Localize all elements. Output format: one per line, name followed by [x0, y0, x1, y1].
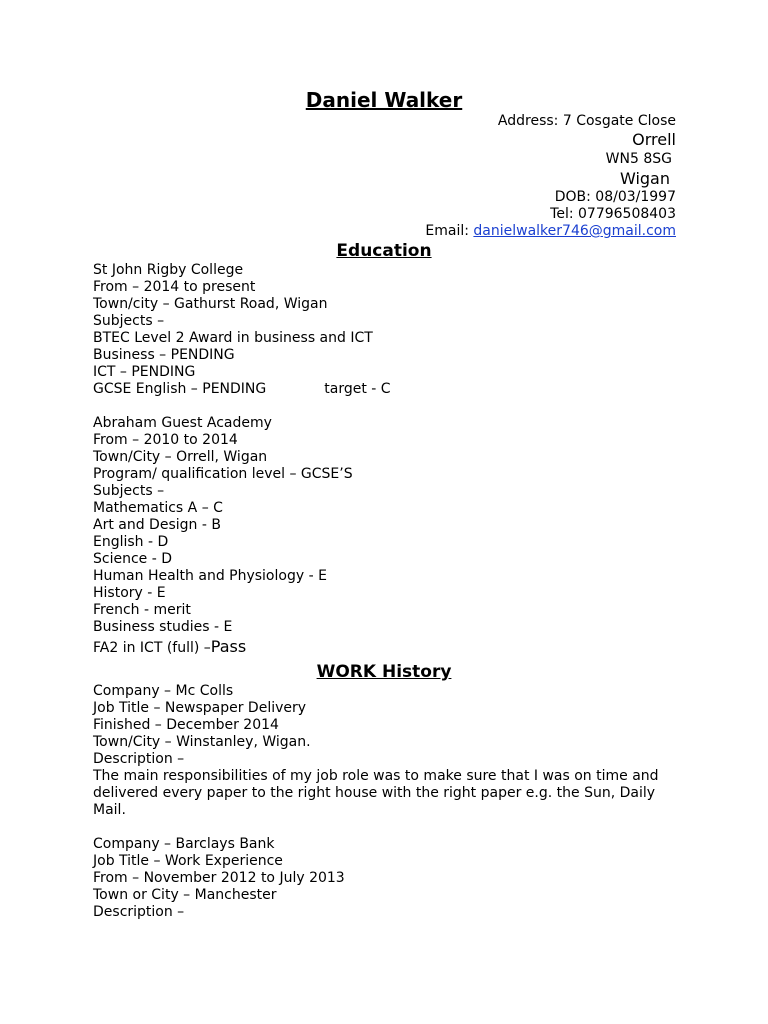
address-line: Address: 7 Cosgate Close [497, 113, 676, 129]
school-name: Abraham Guest Academy [93, 415, 272, 431]
subject-item: Science - D [93, 551, 173, 567]
subject-item: Human Health and Physiology - E [93, 568, 327, 584]
job-town: Town/City – Winstanley, Wigan. [93, 734, 311, 750]
subject-item: Art and Design - B [93, 517, 221, 533]
email-label: Email: [425, 223, 474, 239]
job-title: Job Title – Newspaper Delivery [93, 700, 307, 716]
work-job-2 [93, 836, 693, 921]
gcse-english-line [93, 381, 693, 398]
fa2-result: Pass [210, 637, 247, 656]
gcse-english-target: target - C [324, 381, 391, 397]
school-town: Town/City – Orrell, Wigan [93, 449, 268, 465]
subject-item: BTEC Level 2 Award in business and ICT [93, 330, 373, 346]
school-dates: From – 2014 to present [93, 279, 256, 295]
email-link[interactable]: danielwalker746@gmail.com [473, 223, 676, 239]
address-town: Wigan [619, 169, 670, 188]
education-heading: Education [336, 241, 432, 261]
subjects-label: Subjects – [93, 483, 165, 499]
email-line [176, 223, 676, 240]
work-history-heading: WORK History [316, 662, 452, 682]
subject-item: Business studies - E [93, 619, 233, 635]
subjects-label: Subjects – [93, 313, 165, 329]
job-company: Company – Mc Colls [93, 683, 234, 699]
job-town: Town or City – Manchester [93, 887, 277, 903]
school-name: St John Rigby College [93, 262, 244, 278]
fa2-line [93, 636, 693, 657]
job-description-label: Description – [93, 904, 185, 920]
subject-item: Mathematics A – C [93, 500, 223, 516]
subject-item: Business – PENDING [93, 347, 235, 363]
education-school-1 [93, 262, 693, 398]
subject-item: English - D [93, 534, 169, 550]
dob: DOB: 08/03/1997 [554, 189, 676, 205]
gcse-english: GCSE English – PENDING [93, 381, 267, 397]
job-dates: From – November 2012 to July 2013 [93, 870, 345, 886]
job-description: The main responsibilities of my job role was to make sure that I was on time and delivered every paper to the right house with the right paper e.g. the Sun, Daily Mail. [93, 768, 659, 818]
address-postcode: WN5 8SG [605, 151, 672, 167]
job-company: Company – Barclays Bank [93, 836, 275, 852]
subject-item: ICT – PENDING [93, 364, 196, 380]
qualification-level: Program/ qualification level – GCSE’S [93, 466, 353, 482]
school-town: Town/city – Gathurst Road, Wigan [93, 296, 328, 312]
cv-name-heading: Daniel Walker [305, 88, 463, 112]
job-dates: Finished – December 2014 [93, 717, 279, 733]
subject-item: French - merit [93, 602, 191, 618]
telephone: Tel: 07796508403 [550, 206, 676, 222]
work-job-1 [93, 683, 693, 819]
job-title: Job Title – Work Experience [93, 853, 283, 869]
education-school-2 [93, 415, 693, 657]
subject-item: History - E [93, 585, 166, 601]
job-description-label: Description – [93, 751, 185, 767]
school-dates: From – 2010 to 2014 [93, 432, 238, 448]
address-area: Orrell [632, 130, 676, 149]
fa2-label: FA2 in ICT (full) – [93, 640, 211, 656]
